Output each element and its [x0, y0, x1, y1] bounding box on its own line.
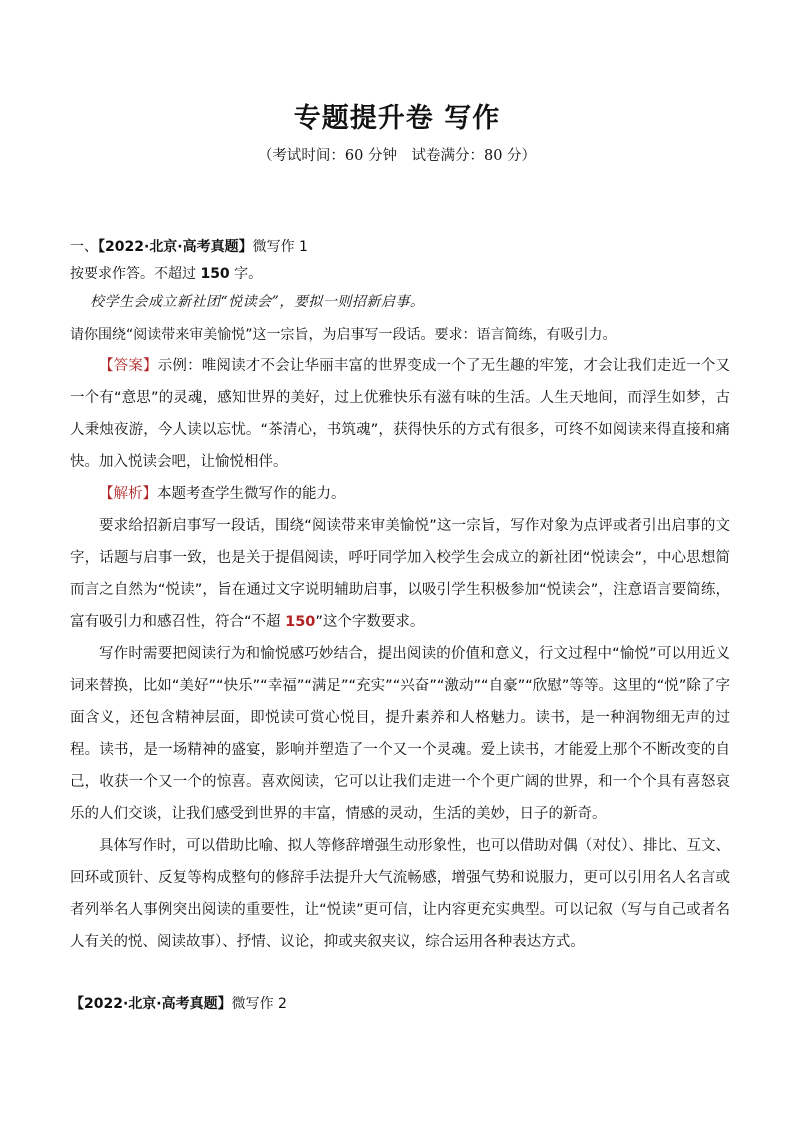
question-source: 【2022·北京·高考真题】: [98, 239, 253, 255]
answer-tag: 【答案】: [99, 358, 158, 374]
analysis-text: 本题考查学生微写作的能力。: [157, 486, 346, 502]
word-limit-highlight: 150: [285, 614, 316, 630]
question-1-prompt: 请你围绕“阅读带来审美愉悦”这一宗旨，为启事写一段话。要求：语言简练，有吸引力。: [70, 327, 617, 343]
instruction-suffix: 字。: [229, 266, 263, 282]
page-title: 专题提升卷 写作: [293, 103, 501, 134]
exam-info: （考试时间：60 分钟 试卷满分：80 分）: [257, 148, 537, 164]
question-1-quote: 校学生会成立新社团“悦读会”，要拟一则招新启事。: [90, 294, 425, 310]
analysis-paragraph-3: 具体写作时，可以借助比喻、拟人等修辞增强生动形象性，也可以借助对偶（对仗）、排比、互文、回环或顶针、反复等构成整句的修辞手法提升大气流畅感，增强气势和说服力，更可以引用名人名言或者列举名人事例突出阅读的重要性，让“悦读”更可信，让内容更充实典型。可以记叙（写与自己或者名人有关的悦、阅读故事）、抒情、议论，抑或夹叙夹议，综合运用各种表达方式。: [70, 838, 730, 950]
question-1-instruction: [70, 263, 262, 283]
question-2-heading: [70, 993, 287, 1013]
analysis-paragraph-2: 写作时需要把阅读行为和愉悦感巧妙结合，提出阅读的价值和意义，行文过程中“愉悦”可以用近义词来替换，比如“美好”“快乐”“幸福”“满足”“充实”“兴奋”“激动”“自豪”“欣慰”等等。这里的“悦”除了字面含义，还包含精神层面，即悦读可赏心悦目，提升素养和人格魅力。读书，是一种润物细无声的过程。读书，是一场精神的盛宴，影响并塑造了一个又一个灵魂。爱上读书，才能爱上那个不断改变的自己，收获一个又一个的惊喜。喜欢阅读，它可以让我们走进一个个更广阔的世界，和一个个具有喜怒哀乐的人们交谈，让我们感受到世界的丰富，情感的灵动，生活的美妙，日子的新奇。: [70, 646, 730, 822]
instruction-text: 按要求作答。不超过: [70, 266, 201, 282]
question-name: 微写作 1: [252, 239, 308, 255]
word-limit: 150: [200, 266, 230, 282]
analysis-p1-text: 要求给招新启事写一段话，围绕“阅读带来审美愉悦”这一宗旨，写作对象为点评或者引出启事的文字，话题与启事一致，也是关于提倡阅读，呼吁同学加入校学生会成立的新社团“悦读会”，中心思想简而言之自然为“悦读”，旨在通过文字说明辅助启事，以吸引学生积极参加“悦读会”，注意语言要简练，富有吸引力和感召性，符合“不超: [70, 518, 730, 630]
answer-paragraph: [70, 350, 730, 478]
analysis-paragraph: [70, 478, 730, 510]
question-2-name: 微写作 2: [231, 996, 287, 1012]
analysis-p1-suffix: ”这个字数要求。: [315, 614, 425, 630]
question-number: 一、: [70, 239, 98, 255]
answer-text: 示例：唯阅读才不会让华丽丰富的世界变成一个了无生趣的牢笼，才会让我们走近一个又一个有“意思”的灵魂，感知世界的美好，过上优雅快乐有滋有味的生活。人生天地间，而浮生如梦，古人秉烛夜游，今人读以忘忧。“茶清心，书筑魂”，获得快乐的方式有很多，可终不如阅读来得直接和痛快。加入悦读会吧，让愉悦相伴。: [70, 358, 731, 470]
analysis-paragraph-1: [70, 510, 730, 638]
question-2-source: 【2022·北京·高考真题】: [70, 996, 232, 1012]
question-1-heading: [70, 236, 308, 256]
analysis-tag: 【解析】: [99, 486, 157, 502]
